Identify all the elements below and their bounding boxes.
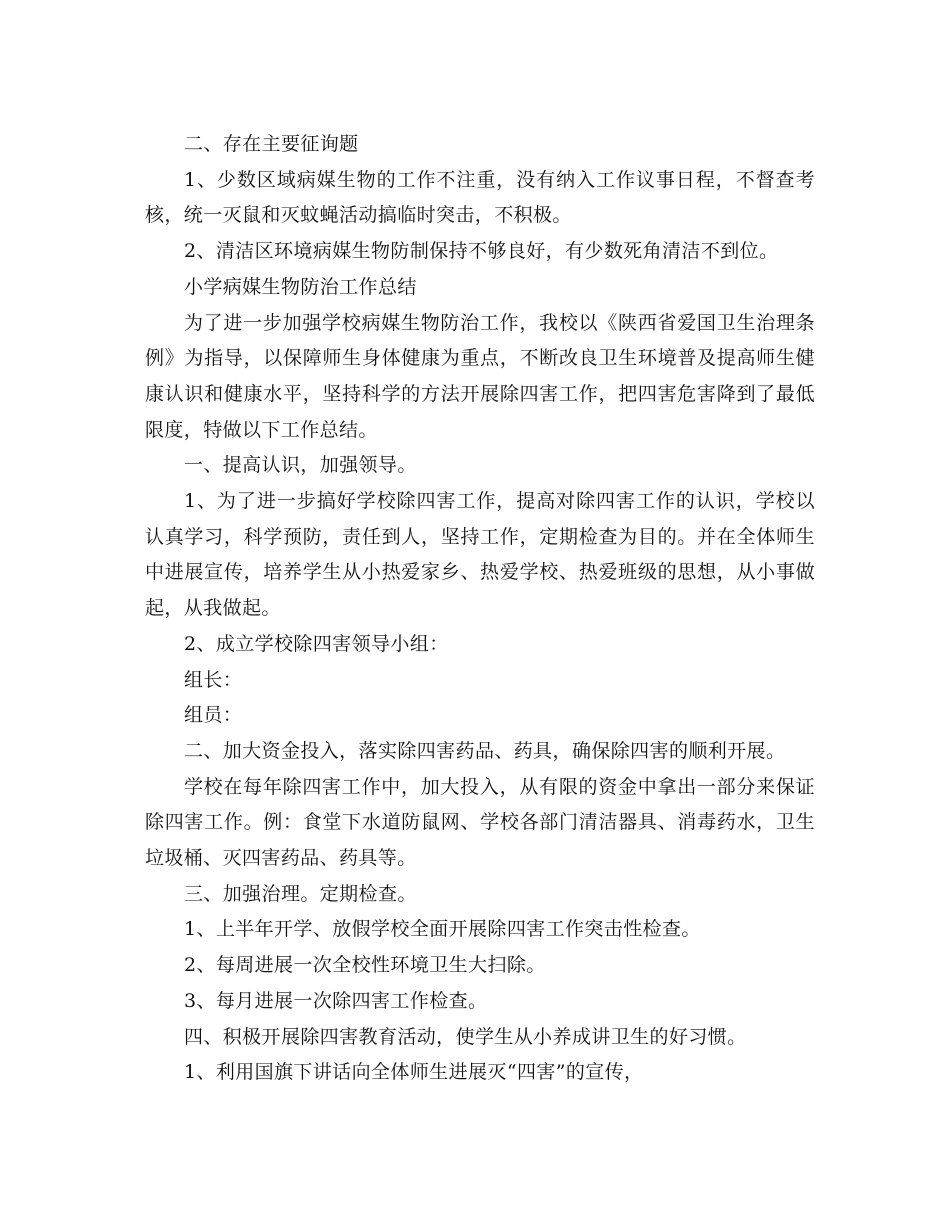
paragraph: 2、清洁区环境病媒生物防制保持不够良好，有少数死角清洁不到位。	[183, 240, 779, 263]
paragraph: 2、每周进展一次全校性环境卫生大扫除。	[183, 954, 546, 977]
section-heading: 二、加大资金投入，落实除四害药品、药具，确保除四害的顺利开展。	[183, 739, 786, 762]
section-heading: 一、提高认识，加强领导。	[183, 454, 417, 477]
section-heading-problems: 二、存在主要征询题	[183, 133, 359, 155]
paragraph: 3、每月进展一次除四害工作检查。	[183, 989, 488, 1012]
paragraph: 组员：	[183, 704, 243, 727]
paragraph: 学校在每年除四害工作中，加大投入，从有限的资金中拿出一部分来保证除四害工作。例：食堂下水道防鼠网、学校各部门清洁器具、消毒药水，卫生垃圾桶、灭四害药品、药具等。	[145, 775, 815, 870]
paragraph: 1、少数区域病媒生物的工作不注重，没有纳入工作议事日程，不督查考核，统一灭鼠和灭蚊蝇活动搞临时突击，不积极。	[145, 168, 815, 227]
paragraph: 2、成立学校除四害领导小组：	[183, 632, 449, 655]
paragraph: 1、为了进一步搞好学校除四害工作，提高对除四害工作的认识，学校以认真学习，科学预防，责任到人，坚持工作，定期检查为目的。并在全体师生中进展宣传，培养学生从小热爱家乡、热爱学校、热爱班级的思想，从小事做起，从我做起。	[145, 490, 815, 620]
paragraph: 1、利用国旗下讲话向全体师生进展灭“四害”的宣传，	[183, 1061, 644, 1084]
document-body	[145, 127, 815, 1091]
section-heading: 四、积极开展除四害教育活动，使学生从小养成讲卫生的好习惯。	[183, 1025, 747, 1048]
document-title: 小学病媒生物防治工作总结	[183, 275, 417, 298]
section-heading: 三、加强治理。定期检查。	[183, 882, 417, 905]
paragraph: 1、上半年开学、放假学校全面开展除四害工作突击性检查。	[183, 918, 701, 941]
paragraph: 组长：	[183, 668, 243, 691]
paragraph: 为了进一步加强学校病媒生物防治工作，我校以《陕西省爱国卫生治理条例》为指导，以保障师生身体健康为重点，不断改良卫生环境普及提高师生健康认识和健康水平，坚持科学的方法开展除四害工作，把四害危害降到了最低限度，特做以下工作总结。	[145, 311, 815, 441]
